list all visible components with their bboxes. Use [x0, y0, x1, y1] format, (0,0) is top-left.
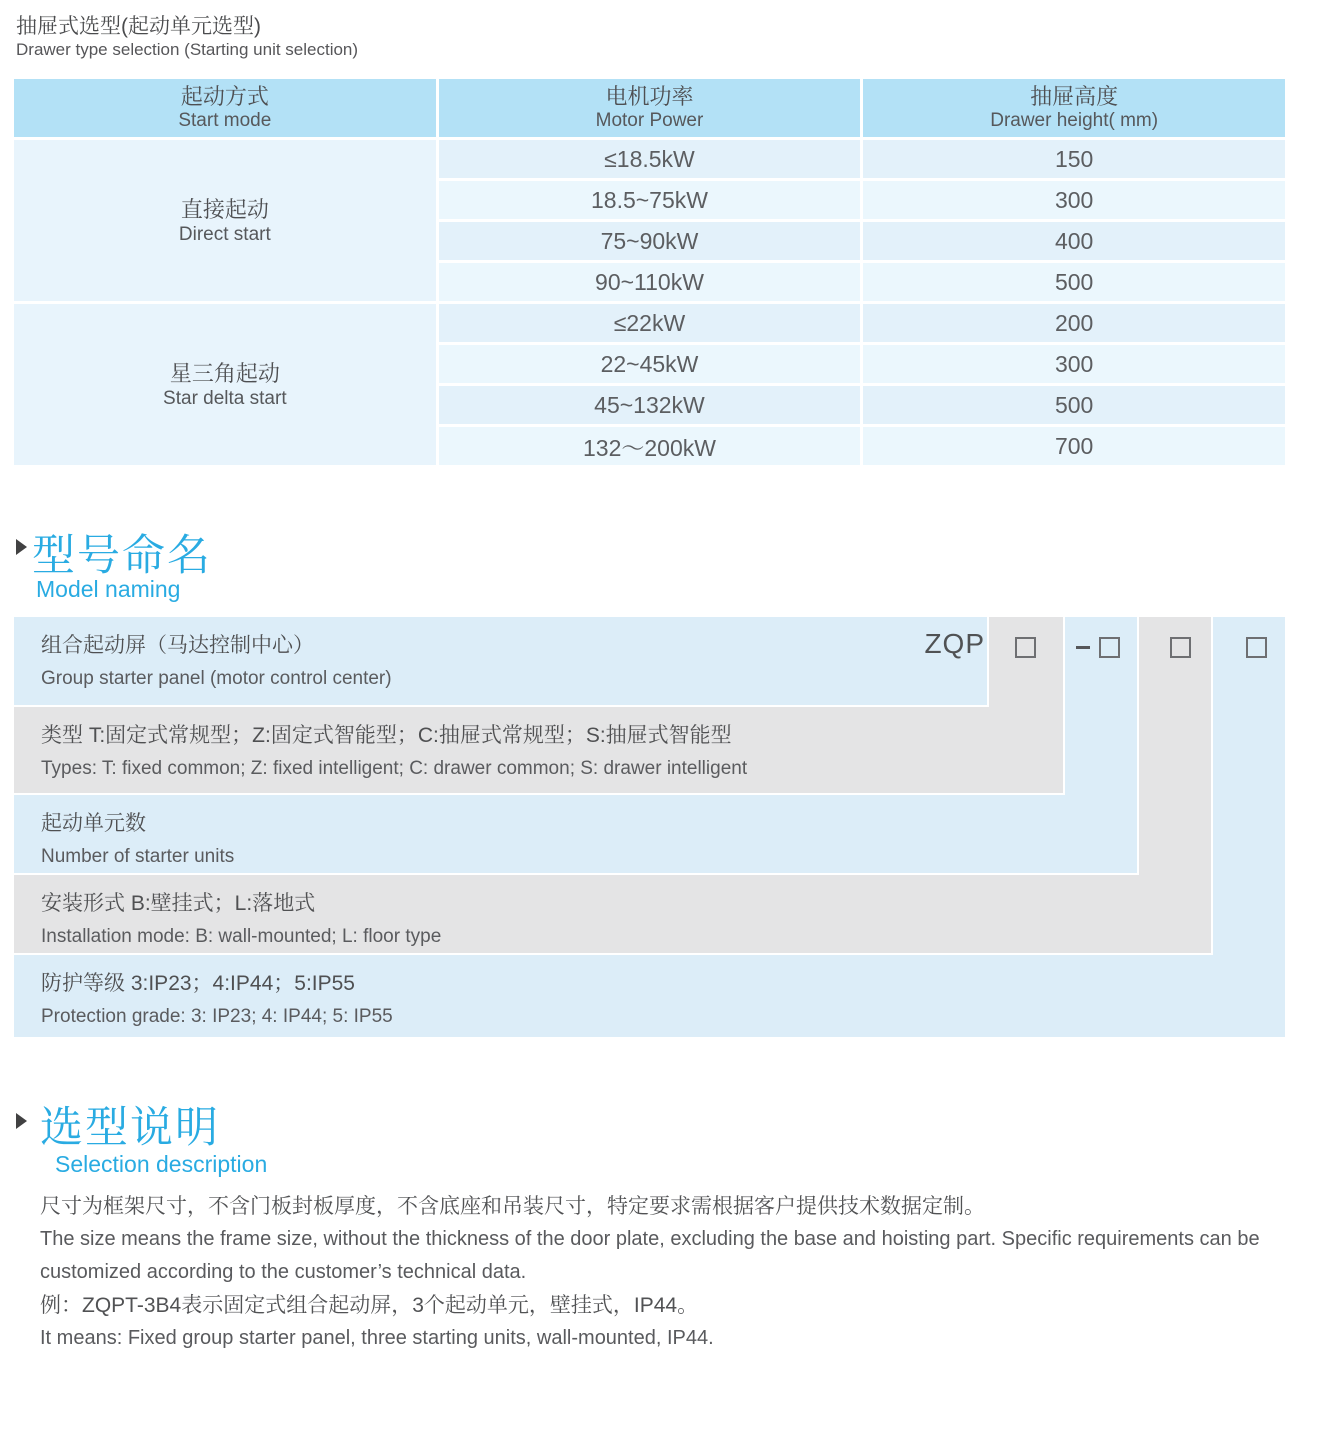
start-mode-en: Direct start: [178, 223, 271, 245]
motor-power-cell: 22~45kW: [439, 345, 861, 383]
start-mode-cell: [14, 304, 436, 465]
start-mode-zh: 星三角起动: [169, 360, 280, 386]
selection-paragraph: It means: Fixed group starter panel, three starting units, wall-mounted, IP44.: [40, 1327, 714, 1349]
model-row-protection-grade: [14, 955, 1285, 1037]
motor-power-cell: ≤22kW: [439, 304, 861, 342]
motor-power-cell: 132～200kW: [439, 427, 861, 465]
page-title-en: Drawer type selection (Starting unit selection): [16, 40, 359, 59]
model-code-box-3: [1170, 637, 1191, 658]
selection-paragraph: The size means the frame size, without the thickness of the door plate, excluding the base and hoisting part. Specific requirements can be customized according to the customer’s technical data.: [40, 1228, 1260, 1283]
model-row-en: Group starter panel (motor control center): [41, 668, 392, 689]
model-row-en: Number of starter units: [41, 846, 235, 867]
model-row-zh: 防护等级 3:IP23；4:IP44；5:IP55: [41, 972, 355, 995]
selection-paragraphs: [40, 1190, 1292, 1355]
drawer-height-cell: 200: [863, 304, 1285, 342]
start-mode-en: Star delta start: [163, 387, 287, 409]
drawer-height-cell: 150: [863, 140, 1285, 178]
model-naming-heading-zh: 型号命名: [32, 532, 212, 580]
table-row: [14, 304, 1285, 342]
motor-power-cell: 18.5~75kW: [439, 181, 861, 219]
header-label-en: Start mode: [178, 110, 272, 131]
model-row-zh: 类型 T:固定式常规型；Z:固定式智能型；C:抽屉式常规型；S:抽屉式智能型: [41, 724, 732, 747]
section-arrow-icon: [16, 1113, 27, 1129]
model-row-zh: 起动单元数: [41, 812, 146, 835]
drawer-height-cell: 300: [863, 181, 1285, 219]
table-row: [14, 140, 1285, 178]
drawer-height-cell: 400: [863, 222, 1285, 260]
drawer-selection-table: [11, 76, 1288, 468]
start-mode-cell: [14, 140, 436, 301]
drawer-height-cell: 700: [863, 427, 1285, 465]
col-header-motor-power: [439, 79, 861, 137]
model-code-prefix: ZQP: [924, 628, 985, 659]
header-label-en: Motor Power: [595, 110, 704, 131]
model-row-group-starter-panel: [14, 617, 987, 705]
drawer-height-cell: 500: [863, 263, 1285, 301]
model-code-box-2: [1099, 637, 1120, 658]
motor-power-cell: 90~110kW: [439, 263, 861, 301]
header-label-zh: 起动方式: [180, 84, 269, 109]
selection-heading-zh: 选型说明: [40, 1104, 220, 1152]
selection-paragraph: 例：ZQPT-3B4表示固定式组合起动屏，3个起动单元，壁挂式，IP44。: [40, 1294, 699, 1317]
selection-heading-en: Selection description: [55, 1151, 268, 1177]
model-code-dash: [1076, 646, 1090, 649]
motor-power-cell: 45~132kW: [439, 386, 861, 424]
model-row-en: Installation mode: B: wall-mounted; L: floor type: [41, 926, 442, 947]
motor-power-cell: ≤18.5kW: [439, 140, 861, 178]
model-row-installation-mode: [14, 875, 1211, 953]
col-header-drawer-height: [863, 79, 1285, 137]
col-header-start-mode: [14, 79, 436, 137]
drawer-height-cell: 500: [863, 386, 1285, 424]
header-label-zh: 抽屉高度: [1030, 84, 1119, 109]
header-label-en: Drawer height( mm): [990, 110, 1159, 131]
model-row-en: Protection grade: 3: IP23; 4: IP44; 5: IP55: [41, 1006, 393, 1027]
header-label-zh: 电机功率: [605, 84, 694, 109]
model-code-box-4: [1246, 637, 1267, 658]
selection-paragraph: 尺寸为框架尺寸，不含门板封板厚度，不含底座和吊装尺寸，特定要求需根据客户提供技术数据定制。: [40, 1195, 985, 1218]
model-row-types: [14, 707, 1063, 793]
model-row-zh: 安装形式 B:壁挂式；L:落地式: [41, 892, 316, 915]
section-arrow-icon: [16, 539, 27, 555]
model-row-starter-units: [14, 795, 1137, 873]
motor-power-cell: 75~90kW: [439, 222, 861, 260]
model-row-zh: 组合起动屏（马达控制中心）: [41, 634, 314, 657]
model-row-en: Types: T: fixed common; Z: fixed intelligent; C: drawer common; S: drawer intelligent: [41, 758, 748, 779]
drawer-height-cell: 300: [863, 345, 1285, 383]
start-mode-zh: 直接起动: [180, 196, 269, 222]
model-code-box-1: [1015, 637, 1036, 658]
page-title-zh: 抽屉式选型(起动单元选型): [16, 15, 261, 38]
model-naming-heading-en: Model naming: [36, 576, 181, 602]
